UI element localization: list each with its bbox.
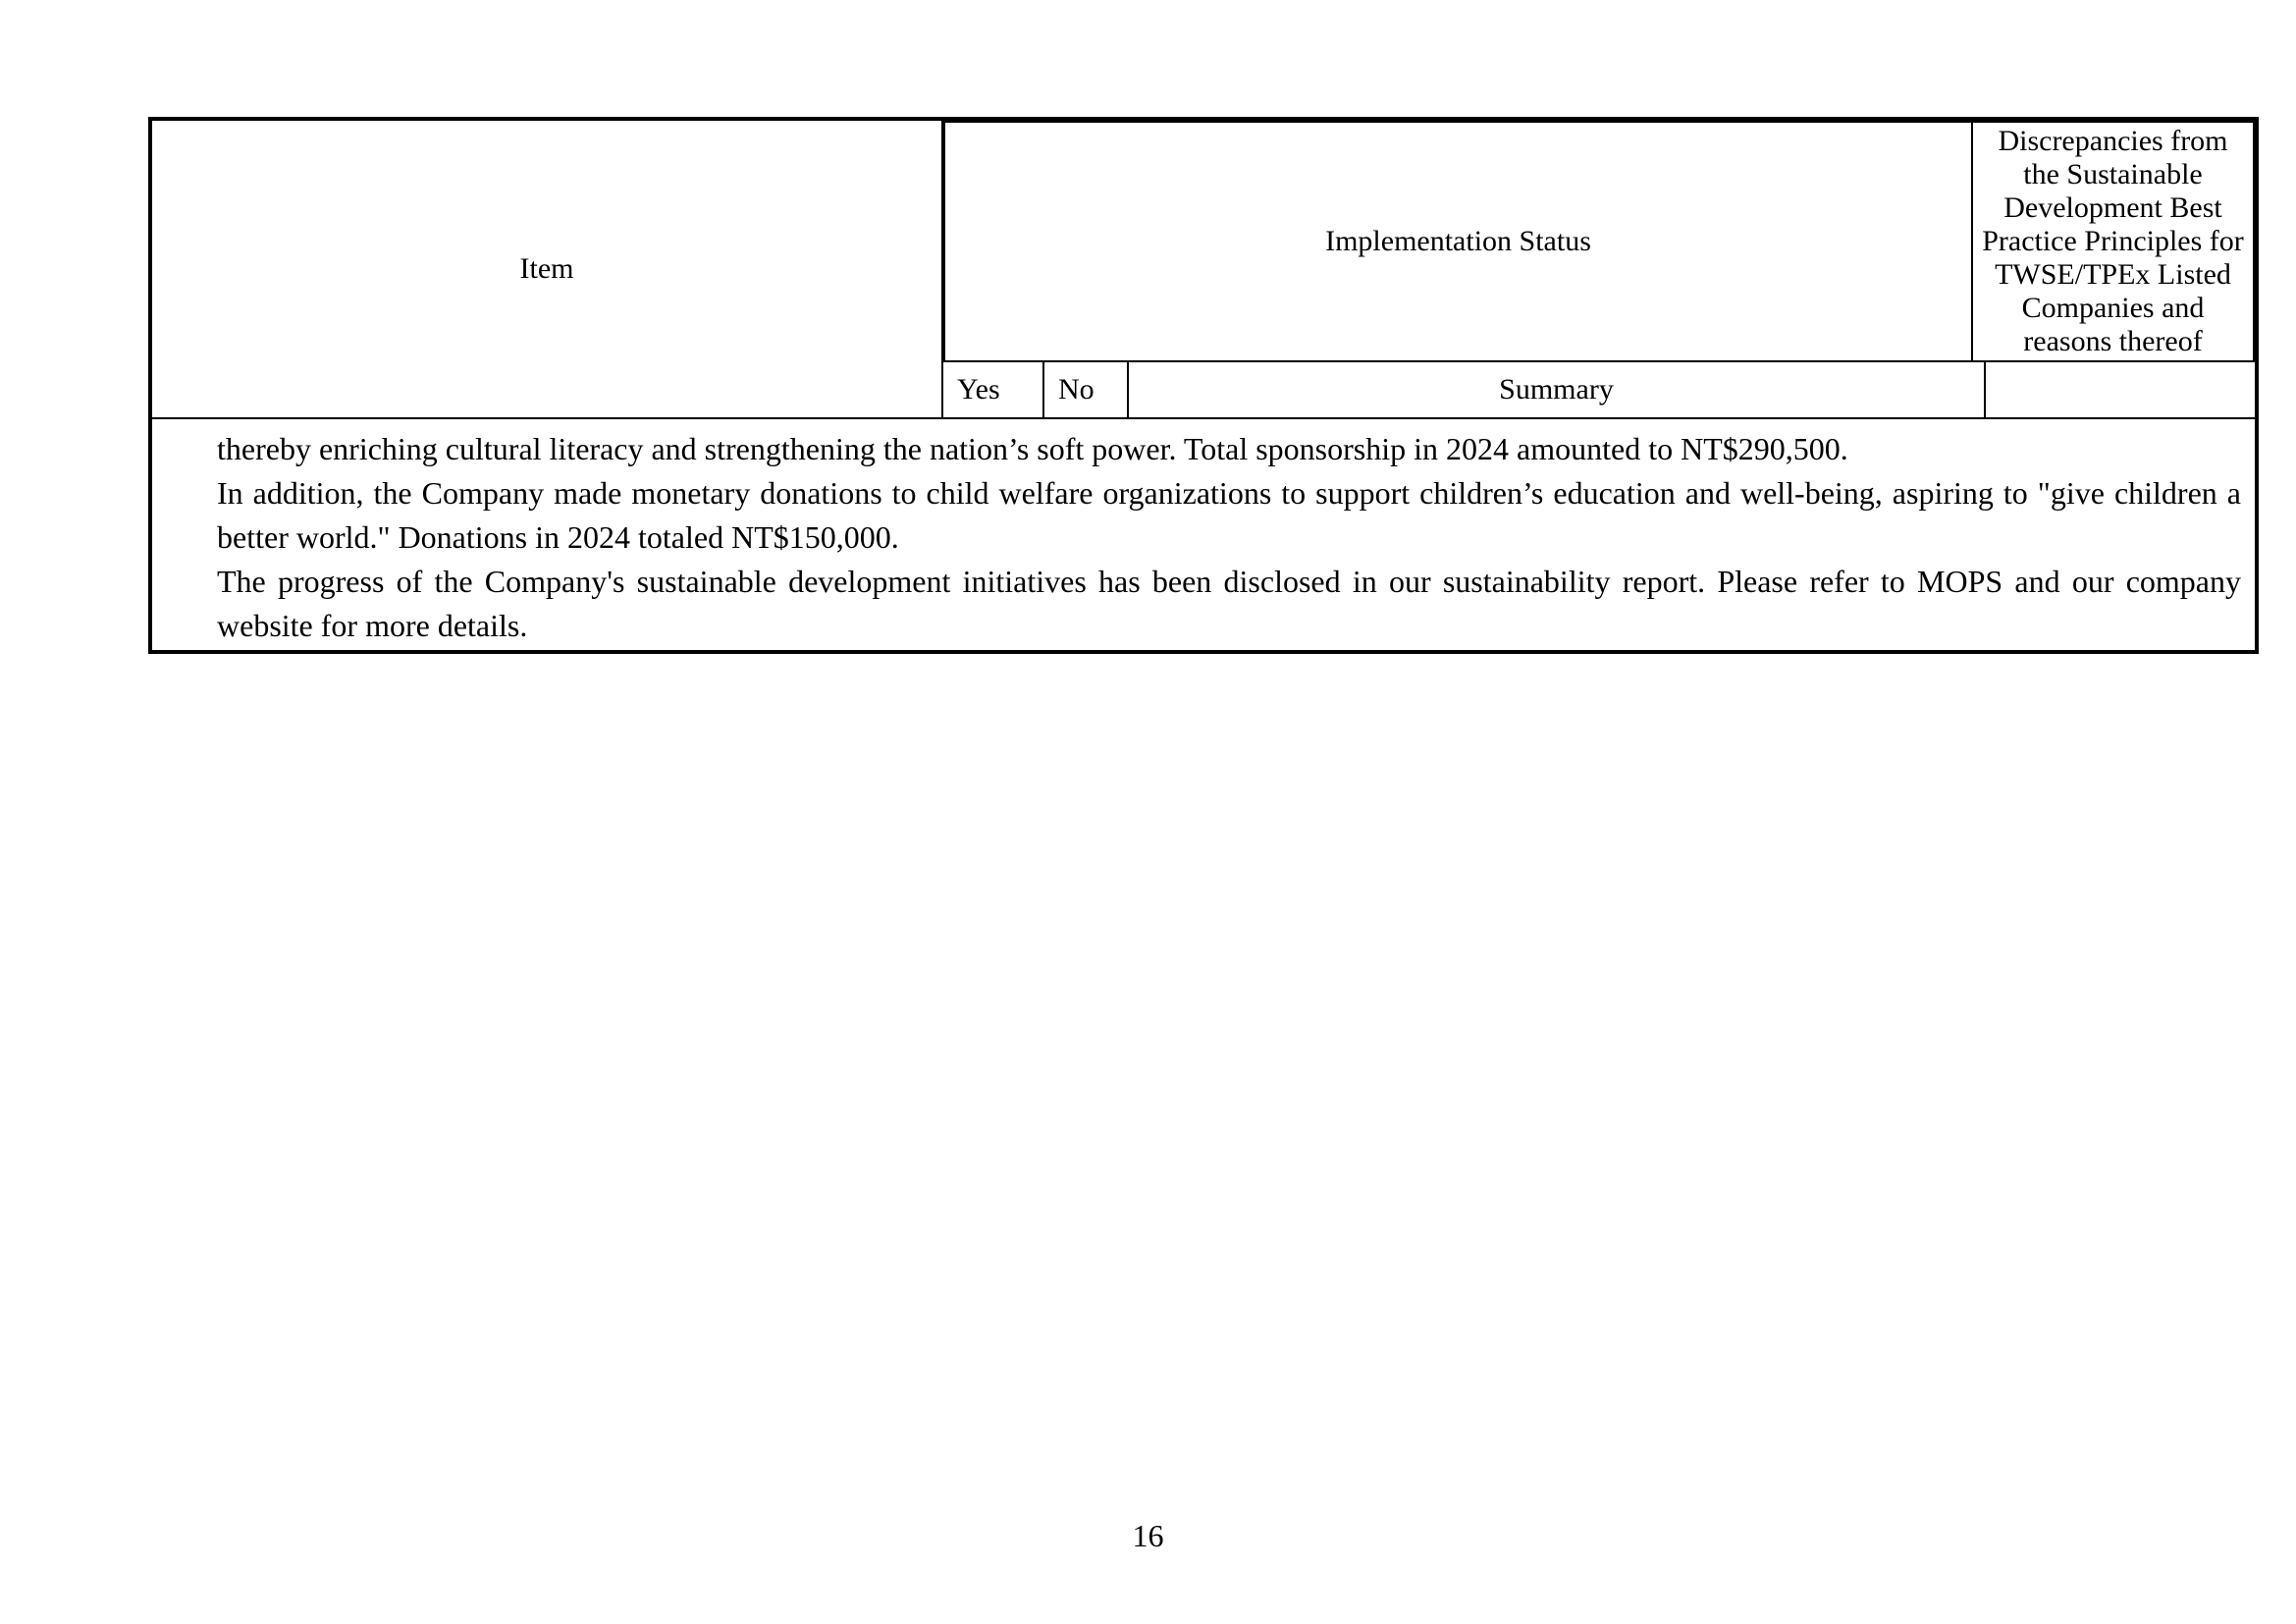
body-paragraph: In addition, the Company made monetary donations to child welfare organizations to support children’s education and well-being, aspiring to "give children a better world." Donations in 2024 totaled NT$150,000. — [217, 475, 2241, 555]
header-item: Item — [150, 119, 942, 418]
body-paragraph: The progress of the Company's sustainable development initiatives has been disclosed in our sustainability report. Please refer to MOPS and our company website for more details. — [217, 564, 2241, 643]
table-body-row — [150, 418, 2257, 652]
body-paragraph: thereby enriching cultural literacy and strengthening the nation’s soft power. Total sponsorship in 2024 amounted to NT$290,500. — [217, 431, 1848, 466]
page-number: 16 — [1132, 1518, 1164, 1553]
table-header-row — [150, 119, 2257, 361]
sustainability-implementation-table — [148, 117, 2259, 654]
header-no: No — [1043, 361, 1128, 418]
header-implementation-status: Implementation Status — [944, 122, 1972, 360]
header-yes: Yes — [942, 361, 1043, 418]
header-status-group — [942, 119, 2257, 361]
header-discrepancies-empty — [1985, 361, 2257, 418]
header-summary: Summary — [1128, 361, 1985, 418]
header-discrepancies: Discrepancies from the Sustainable Development Best Practice Principles for TWSE/TPEx Listed Companies and reasons thereof — [1972, 122, 2254, 360]
body-text-cell — [150, 418, 2257, 652]
